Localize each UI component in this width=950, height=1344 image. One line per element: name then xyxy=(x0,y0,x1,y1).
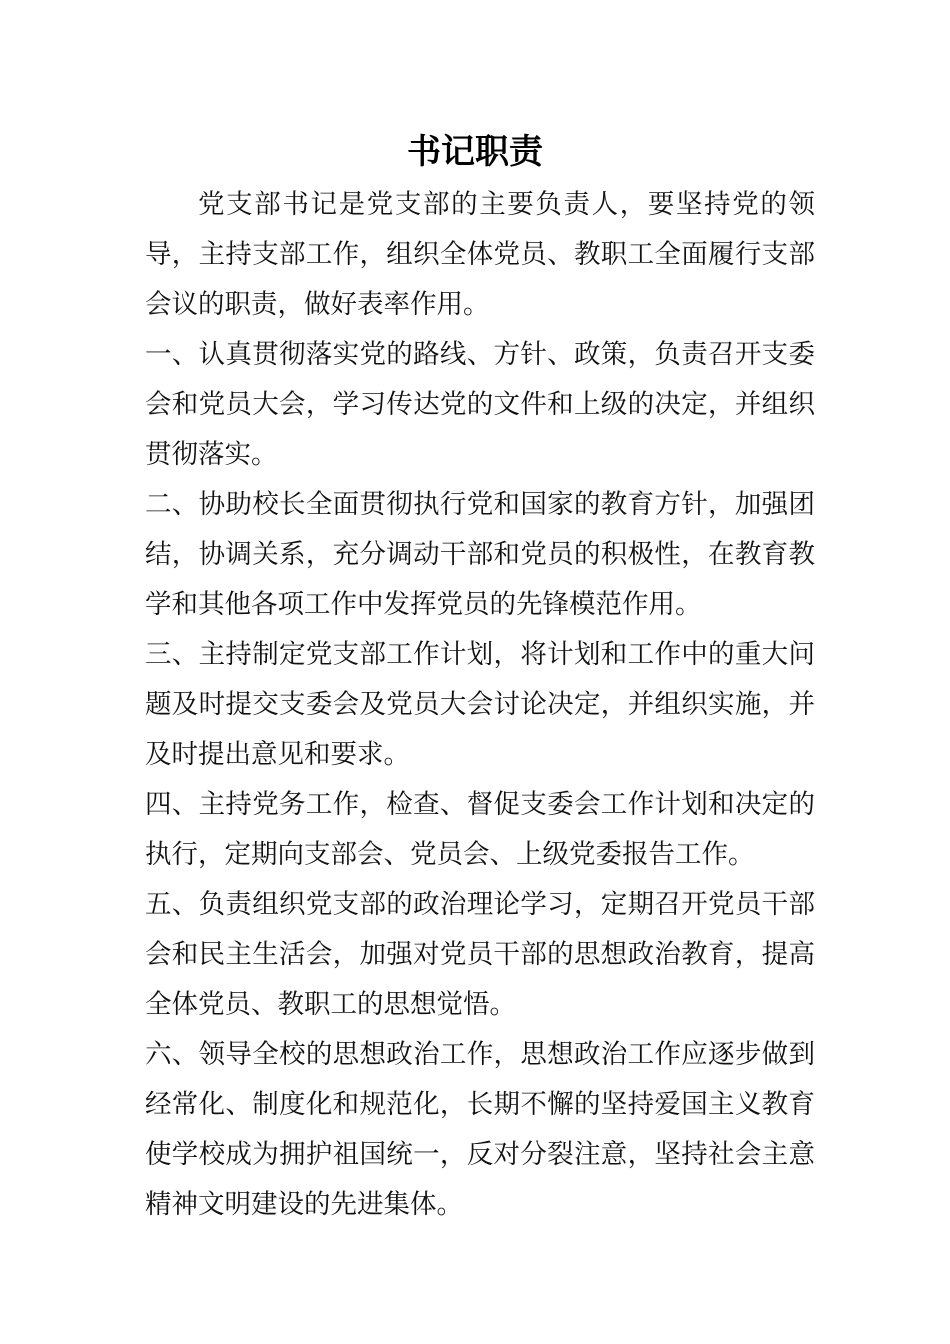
duty-item-4: 四、主持党务工作，检查、督促支委会工作计划和决定的执行，定期向支部会、党员会、上级党委报告工作。 xyxy=(145,789,815,870)
duty-item-1: 一、认真贯彻落实党的路线、方针、政策，负责召开支委会和党员大会，学习传达党的文件和上级的决定，并组织贯彻落实。 xyxy=(145,339,815,470)
duty-item-2: 二、协助校长全面贯彻执行党和国家的教育方针，加强团结，协调关系，充分调动干部和党员的积极性，在教育教学和其他各项工作中发挥党员的先锋模范作用。 xyxy=(145,489,815,620)
intro-paragraph: 党支部书记是党支部的主要负责人，要坚持党的领导，主持支部工作，组织全体党员、教职工全面履行支部会议的职责，做好表率作用。 xyxy=(145,189,815,320)
duty-item-5: 五、负责组织党支部的政治理论学习，定期召开党员干部会和民主生活会，加强对党员干部的思想政治教育，提高全体党员、教职工的思想觉悟。 xyxy=(145,889,815,1020)
document-title: 书记职责 xyxy=(407,132,543,172)
document-body xyxy=(145,180,815,1230)
duty-item-3: 三、主持制定党支部工作计划，将计划和工作中的重大问题及时提交支委会及党员大会讨论决定，并组织实施，并及时提出意见和要求。 xyxy=(145,639,815,770)
duty-item-6: 六、领导全校的思想政治工作，思想政治工作应逐步做到经常化、制度化和规范化，长期不懈的坚持爱国主义教育使学校成为拥护祖国统一，反对分裂注意，坚持社会主意精神文明建设的先进集体。 xyxy=(145,1039,815,1220)
